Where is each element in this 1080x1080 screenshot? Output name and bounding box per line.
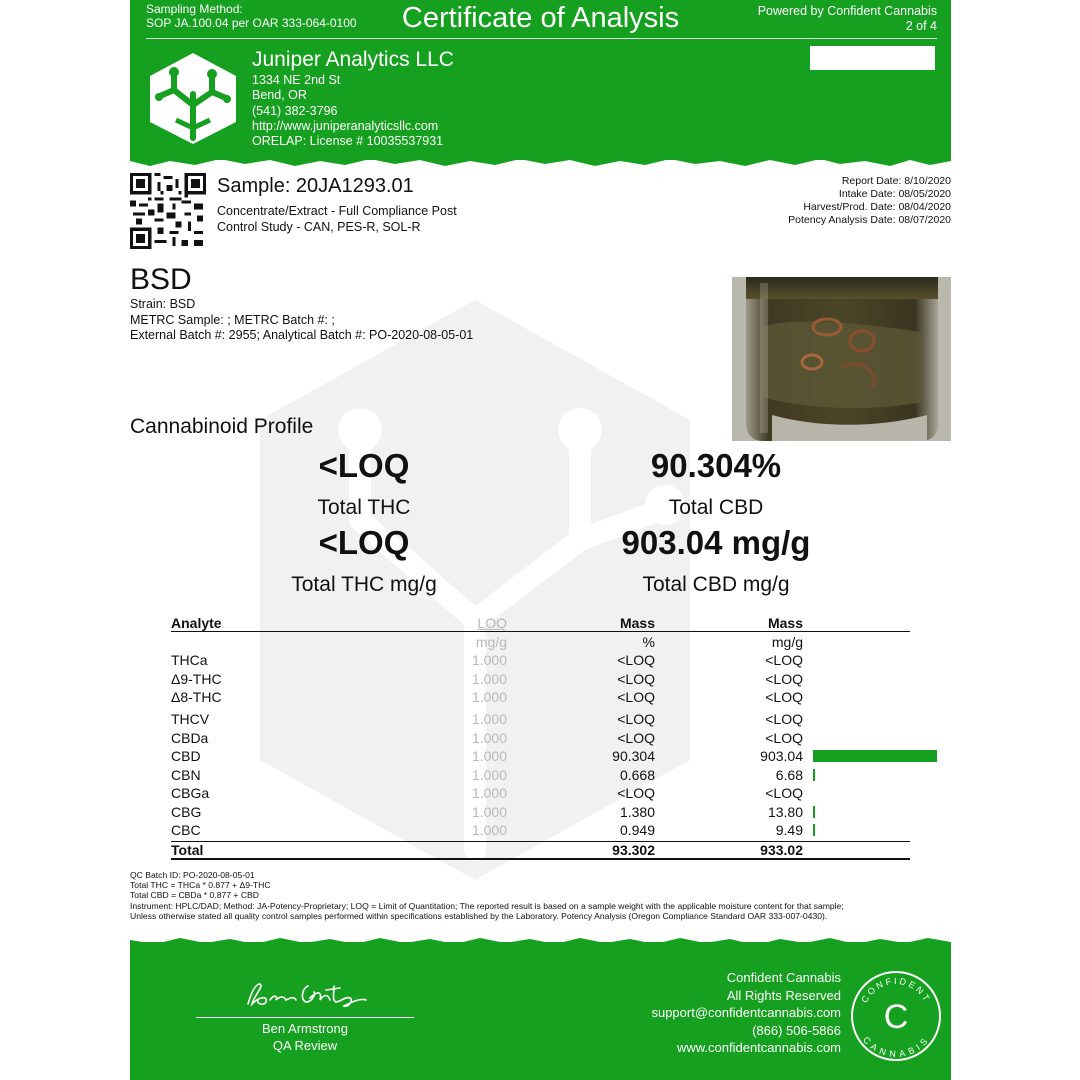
total-thc-label: Total THC bbox=[317, 496, 411, 519]
coa-page bbox=[130, 0, 951, 1080]
instrument-note: Instrument: HPLC/DAD; Method: JA-Potency-Proprietary; LOQ = Limit of Quantitation; The reported result is based on a sample weight with the applicable moisture content for that sample; bbox=[130, 900, 844, 911]
sample-photo bbox=[732, 277, 951, 441]
table-row bbox=[171, 729, 910, 747]
sample-dates bbox=[788, 175, 951, 227]
header-mass-mg: Mass bbox=[767, 615, 803, 631]
analyte-mass-mg: 9.49 bbox=[775, 822, 803, 838]
company-name: Confident Cannabis bbox=[726, 970, 841, 985]
logo-letter: C bbox=[883, 998, 909, 1036]
total-thc-mg-label: Total THC mg/g bbox=[291, 573, 437, 596]
unit-mass-pct: % bbox=[642, 634, 655, 650]
lab-phone: (541) 382-3796 bbox=[252, 103, 338, 118]
table-row bbox=[171, 710, 910, 728]
thc-formula: Total THC = THCa * 0.877 + Δ9-THC bbox=[130, 880, 271, 891]
analyte-mass-pct: <LOQ bbox=[617, 730, 655, 746]
analyte-mass-pct: <LOQ bbox=[617, 689, 655, 705]
analyte-mass-pct: <LOQ bbox=[617, 652, 655, 668]
lab-logo-icon bbox=[146, 50, 240, 146]
confident-cannabis-logo-icon bbox=[850, 970, 942, 1062]
analyte-bar bbox=[813, 769, 815, 781]
lab-name: Juniper Analytics LLC bbox=[252, 48, 454, 71]
analyte-mass-pct: 0.949 bbox=[619, 822, 655, 838]
signer-name: Ben Armstrong bbox=[262, 1021, 348, 1036]
product-strain: Strain: BSD bbox=[130, 297, 196, 311]
signature-image bbox=[242, 978, 372, 1012]
svg-text:CANNABIS bbox=[861, 1035, 931, 1060]
total-thc-mg-value: <LOQ bbox=[318, 524, 410, 561]
analyte-bar bbox=[813, 750, 937, 762]
sample-id: Sample: 20JA1293.01 bbox=[217, 175, 414, 197]
header-divider bbox=[146, 38, 937, 39]
sampling-method-label: Sampling Method: bbox=[146, 2, 243, 16]
cbd-formula: Total CBD = CBDa * 0.877 + CBD bbox=[130, 890, 259, 901]
torn-edge-top bbox=[130, 156, 951, 168]
header-analyte: Analyte bbox=[171, 615, 222, 631]
analyte-loq: 1.000 bbox=[471, 730, 507, 746]
qc-batch-id: QC Batch ID: PO-2020-08-05-01 bbox=[130, 870, 255, 880]
page-number: 2 of 4 bbox=[905, 19, 937, 33]
analyte-mass-pct: 90.304 bbox=[612, 748, 655, 764]
company-website-link[interactable]: www.confidentcannabis.com bbox=[676, 1040, 841, 1055]
analyte-loq: 1.000 bbox=[471, 785, 507, 801]
analyte-mass-mg: <LOQ bbox=[765, 785, 803, 801]
powered-by-text: Powered by Confident Cannabis bbox=[757, 4, 937, 18]
qr-code-icon[interactable] bbox=[130, 173, 206, 249]
sampling-method-value: SOP JA.100.04 per OAR 333-064-0100 bbox=[146, 16, 357, 30]
logo-ring-top-text: CONFIDENT bbox=[859, 975, 933, 1005]
potency-analysis-date: Potency Analysis Date: 08/07/2020 bbox=[788, 214, 951, 226]
powered-by bbox=[758, 4, 937, 34]
lab-address-street: 1334 NE 2nd St bbox=[252, 73, 341, 87]
sample-description-line1: Concentrate/Extract - Full Compliance Post bbox=[217, 204, 457, 218]
cannabinoid-profile-title: Cannabinoid Profile bbox=[130, 415, 314, 438]
total-mass-mg: 933.02 bbox=[760, 842, 803, 858]
harvest-date: Harvest/Prod. Date: 08/04/2020 bbox=[803, 201, 951, 213]
lab-website-link[interactable]: http://www.juniperanalyticsllc.com bbox=[252, 118, 439, 133]
analyte-name: CBC bbox=[171, 822, 201, 838]
sample-description bbox=[217, 203, 497, 235]
analyte-name: THCa bbox=[171, 652, 208, 668]
analyte-loq: 1.000 bbox=[471, 822, 507, 838]
unit-loq: mg/g bbox=[475, 634, 507, 650]
analyte-loq: 1.000 bbox=[471, 748, 507, 764]
analyte-mass-mg: <LOQ bbox=[765, 689, 803, 705]
analyte-loq: 1.000 bbox=[471, 689, 507, 705]
analyte-name: CBGa bbox=[171, 785, 210, 801]
total-cbd-mg-value: 903.04 mg/g bbox=[621, 524, 811, 561]
analyte-name: Δ9-THC bbox=[171, 671, 222, 687]
report-date: Report Date: 8/10/2020 bbox=[841, 175, 951, 187]
product-metrc: METRC Sample: ; METRC Batch #: ; bbox=[130, 312, 335, 327]
header-loq: LOQ bbox=[477, 615, 507, 631]
analyte-name: CBD bbox=[171, 748, 201, 764]
rights-text: All Rights Reserved bbox=[726, 987, 841, 1003]
sample-description-line2: Control Study - CAN, PES-R, SOL-R bbox=[217, 220, 421, 234]
torn-edge-bottom bbox=[130, 936, 951, 948]
signer-block bbox=[196, 1020, 414, 1054]
qc-statement: Unless otherwise stated all quality control samples performed within specifications established by the Laboratory. Potency Analysis (Oregon Compliance Standard OAR 333-007-0430). bbox=[130, 910, 828, 921]
table-header-row bbox=[171, 614, 910, 632]
header-banner bbox=[130, 0, 951, 160]
table-row bbox=[171, 766, 910, 784]
support-email-link[interactable]: support@confidentcannabis.com bbox=[651, 1005, 841, 1020]
total-label: Total bbox=[171, 842, 204, 858]
product-batch: External Batch #: 2955; Analytical Batch #: PO-2020-08-05-01 bbox=[130, 328, 474, 342]
analyte-mass-mg: 13.80 bbox=[767, 804, 803, 820]
table-row bbox=[171, 784, 910, 802]
total-cbd-mg-label: Total CBD mg/g bbox=[642, 573, 790, 596]
lab-license: ORELAP: License # 10035537931 bbox=[252, 134, 444, 149]
analyte-mass-pct: <LOQ bbox=[617, 711, 655, 727]
analyte-loq: 1.000 bbox=[471, 711, 507, 727]
analyte-loq: 1.000 bbox=[471, 804, 507, 820]
table-row bbox=[171, 821, 910, 839]
analyte-mass-mg: 903.04 bbox=[760, 748, 803, 764]
table-row bbox=[171, 651, 910, 669]
analyte-name: CBN bbox=[171, 767, 201, 783]
total-cbd-value: 90.304% bbox=[650, 447, 782, 484]
analyte-bar bbox=[813, 824, 815, 836]
total-thc-value: <LOQ bbox=[318, 447, 410, 484]
total-mass-pct: 93.302 bbox=[612, 842, 655, 858]
confident-cannabis-contact bbox=[651, 969, 841, 1057]
analyte-mass-mg: 6.68 bbox=[775, 767, 803, 783]
redacted-box bbox=[810, 46, 935, 70]
table-bottom-rule bbox=[171, 858, 910, 860]
product-info bbox=[130, 297, 473, 344]
analyte-mass-mg: <LOQ bbox=[765, 711, 803, 727]
intake-date: Intake Date: 08/05/2020 bbox=[838, 188, 951, 200]
table-row bbox=[171, 803, 910, 821]
analyte-loq: 1.000 bbox=[471, 767, 507, 783]
analyte-mass-mg: <LOQ bbox=[765, 671, 803, 687]
table-units-row bbox=[171, 633, 910, 651]
analyte-mass-pct: 1.380 bbox=[619, 804, 655, 820]
support-phone: (866) 506-5866 bbox=[752, 1022, 841, 1038]
footer-banner bbox=[130, 942, 951, 1080]
analyte-mass-pct: 0.668 bbox=[619, 767, 655, 783]
table-total-row bbox=[171, 841, 910, 859]
header-mass-pct: Mass bbox=[619, 615, 655, 631]
analyte-bar bbox=[813, 806, 815, 818]
footnotes bbox=[130, 870, 951, 921]
analyte-name: Δ8-THC bbox=[171, 689, 222, 705]
analyte-mass-mg: <LOQ bbox=[765, 730, 803, 746]
analyte-mass-mg: <LOQ bbox=[765, 652, 803, 668]
certificate-title: Certificate of Analysis bbox=[401, 2, 680, 34]
analyte-mass-pct: <LOQ bbox=[617, 671, 655, 687]
signature-line bbox=[196, 1017, 414, 1018]
analyte-name: THCV bbox=[171, 711, 210, 727]
table-row bbox=[171, 688, 910, 706]
analyte-loq: 1.000 bbox=[471, 652, 507, 668]
table-row bbox=[171, 670, 910, 688]
logo-ring-bottom-text: CANNABIS bbox=[860, 1034, 932, 1060]
header-rule bbox=[171, 631, 910, 632]
signer-role: QA Review bbox=[272, 1038, 338, 1053]
analyte-name: CBG bbox=[171, 804, 202, 820]
analyte-mass-pct: <LOQ bbox=[617, 785, 655, 801]
table-row bbox=[171, 747, 910, 765]
lab-contact bbox=[252, 73, 443, 149]
product-name: BSD bbox=[130, 263, 192, 296]
lab-address-city: Bend, OR bbox=[252, 88, 307, 103]
unit-mass-mg: mg/g bbox=[771, 634, 803, 650]
total-cbd-label: Total CBD bbox=[668, 496, 764, 519]
analyte-name: CBDa bbox=[171, 730, 209, 746]
analyte-loq: 1.000 bbox=[471, 671, 507, 687]
